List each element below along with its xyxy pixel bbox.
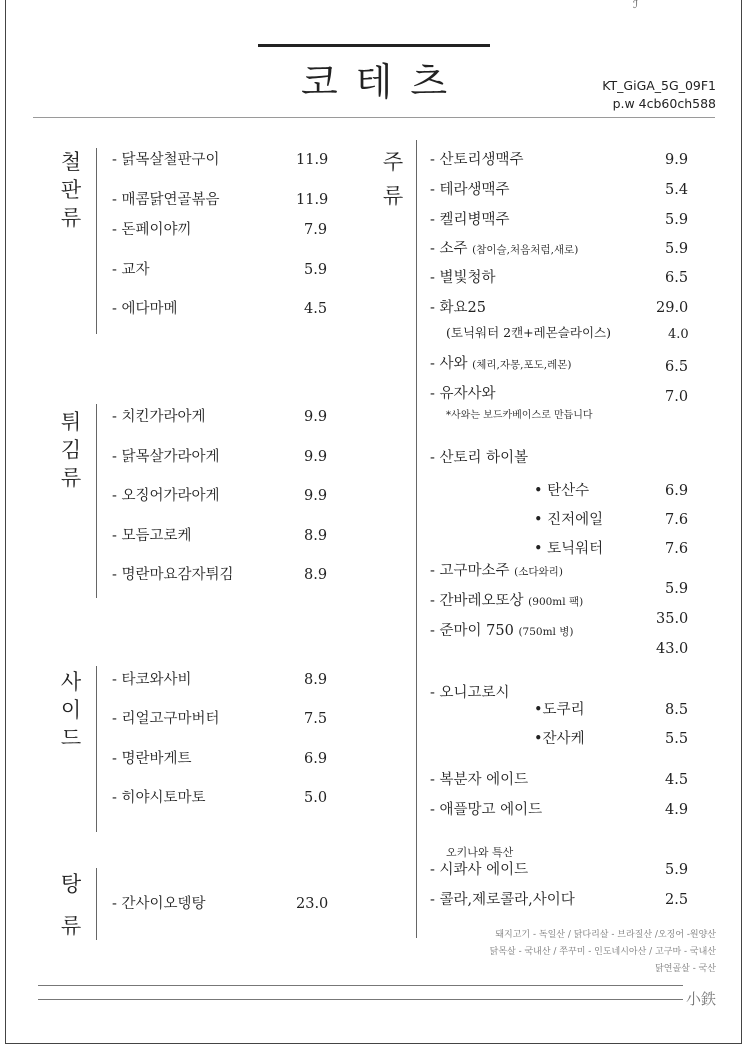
wifi-ssid: KT_GiGA_5G_09F1: [602, 78, 716, 93]
drink-price: 5.9: [665, 862, 689, 878]
menu-price: 8.9: [304, 567, 328, 583]
drink-price: 4.0: [668, 327, 689, 342]
section-line: [96, 868, 97, 940]
drink-price: 5.9: [665, 581, 689, 597]
wifi-password: p.w 4cb60ch588: [612, 96, 716, 111]
drink-item: - 시콰사 에이드: [430, 862, 529, 878]
drink-item: - 별빛청하: [430, 270, 496, 286]
drink-item: •도쿠리: [534, 702, 585, 718]
drink-item: • 탄산수: [534, 483, 590, 499]
page-title: 코테츠: [300, 60, 466, 104]
drink-price: 5.9: [665, 241, 689, 257]
menu-item: - 히야시토마토: [112, 790, 206, 806]
drink-item: •잔사케: [534, 731, 585, 747]
drink-price: 5.4: [665, 182, 689, 198]
menu-item: - 명란바게트: [112, 751, 192, 767]
drink-item: - 간바레오또상 (900ml 팩): [430, 593, 584, 609]
wifi-info: [602, 77, 716, 113]
menu-item: - 매콤닭연골볶음: [112, 192, 220, 208]
section-line: [416, 140, 417, 938]
drink-price: 7.6: [665, 512, 689, 528]
menu-item: - 간사이오뎅탕: [112, 896, 206, 912]
menu-price: 5.0: [304, 790, 328, 806]
drink-item: - 복분자 에이드: [430, 772, 529, 788]
section-label-side: 사 이 드: [60, 670, 82, 750]
menu-item: - 명란마요감자튀김: [112, 567, 234, 583]
section-line: [96, 666, 97, 832]
menu-price: 11.9: [296, 152, 329, 168]
highball-title: - 산토리 하이볼: [430, 450, 529, 466]
drink-item: - 테라생맥주: [430, 182, 510, 198]
menu-item: - 모듬고로케: [112, 528, 192, 544]
drink-item: - 사와 (체리,자몽,포도,레몬): [430, 356, 572, 372]
okinawa-note: 오키나와 특산: [446, 846, 514, 859]
menu-price: 9.9: [304, 449, 328, 465]
footer-divider: [38, 999, 683, 1000]
menu-price: 9.9: [304, 409, 328, 425]
section-label-fried: 튀 김 류: [60, 410, 82, 490]
drink-price: 7.0: [665, 389, 689, 405]
drink-price: 6.5: [665, 270, 689, 286]
footer-divider: [38, 985, 683, 986]
section-label-soup: 탕 류: [60, 872, 82, 938]
drink-item: - 소주 (참이슬,처음처럼,새로): [430, 241, 579, 257]
sour-note: *사와는 보드카베이스로 만듭니다: [446, 410, 593, 421]
drink-price: 5.9: [665, 212, 689, 228]
drink-item: - 준마이 750 (750ml 병): [430, 623, 574, 639]
drink-item: - 화요25: [430, 300, 486, 316]
section-line: [96, 404, 97, 598]
menu-price: 23.0: [296, 896, 329, 912]
menu-item: - 리얼고구마버터: [112, 711, 220, 727]
drink-price: 7.6: [665, 541, 689, 557]
section-label-teppan: 철 판 류: [60, 150, 82, 230]
drink-price: 5.5: [665, 731, 689, 747]
origin-line: 닭연골살 - 국산: [655, 964, 716, 974]
drink-item: - 유자사와: [430, 386, 496, 402]
menu-price: 8.9: [304, 672, 328, 688]
drink-item: • 진저에일: [534, 512, 604, 528]
signature: 小鉄: [686, 990, 717, 1008]
menu-item: - 닭목살철판구이: [112, 152, 220, 168]
menu-item: - 치킨가라아게: [112, 409, 206, 425]
drink-price: 2.5: [665, 892, 689, 908]
drink-item: - 고구마소주 (소다와리): [430, 563, 563, 579]
drink-item: - 콜라,제로콜라,사이다: [430, 892, 575, 908]
drink-price: 43.0: [656, 641, 689, 657]
menu-price: 9.9: [304, 488, 328, 504]
drink-price: 4.5: [665, 772, 689, 788]
corner-mark: ℐ: [633, 0, 639, 11]
menu-price: 6.9: [304, 751, 328, 767]
drink-price: 8.5: [665, 702, 689, 718]
origin-line: 돼지고기 - 독일산 / 닭다리살 - 브라질산 /오징어 -원양산: [495, 930, 716, 940]
header-divider: [33, 117, 715, 118]
menu-price: 5.9: [304, 262, 328, 278]
drink-item-sub: (토닉워터 2캔+레몬슬라이스): [446, 325, 611, 340]
drink-price: 6.5: [665, 359, 689, 375]
title-bar: [258, 44, 490, 47]
menu-item: - 타코와사비: [112, 672, 192, 688]
drink-price: 9.9: [665, 152, 689, 168]
drink-price: 29.0: [656, 300, 689, 316]
menu-item: - 돈페이야끼: [112, 222, 192, 238]
drink-price: 6.9: [665, 483, 689, 499]
section-line: [96, 148, 97, 334]
drink-item: - 켈리병맥주: [430, 212, 510, 228]
menu-item: - 닭목살가라아게: [112, 449, 220, 465]
drink-item: - 산토리생맥주: [430, 152, 524, 168]
menu-item: - 오징어가라아게: [112, 488, 220, 504]
onigoroshi-title: - 오니고로시: [430, 685, 510, 701]
menu-price: 11.9: [296, 192, 329, 208]
menu-price: 7.5: [304, 711, 328, 727]
drink-item: • 토닉워터: [534, 541, 604, 557]
menu-price: 4.5: [304, 301, 328, 317]
section-label-drinks: 주 류: [382, 150, 404, 208]
drink-price: 35.0: [656, 611, 689, 627]
drink-price: 4.9: [665, 802, 689, 818]
drink-item: - 애플망고 에이드: [430, 802, 543, 818]
menu-item: - 교자: [112, 262, 150, 278]
menu-item: - 에다마메: [112, 301, 178, 317]
menu-price: 8.9: [304, 528, 328, 544]
menu-price: 7.9: [304, 222, 328, 238]
origin-line: 닭목살 - 국내산 / 쭈꾸미 - 인도네시아산 / 고구마 - 국내산: [489, 947, 716, 957]
